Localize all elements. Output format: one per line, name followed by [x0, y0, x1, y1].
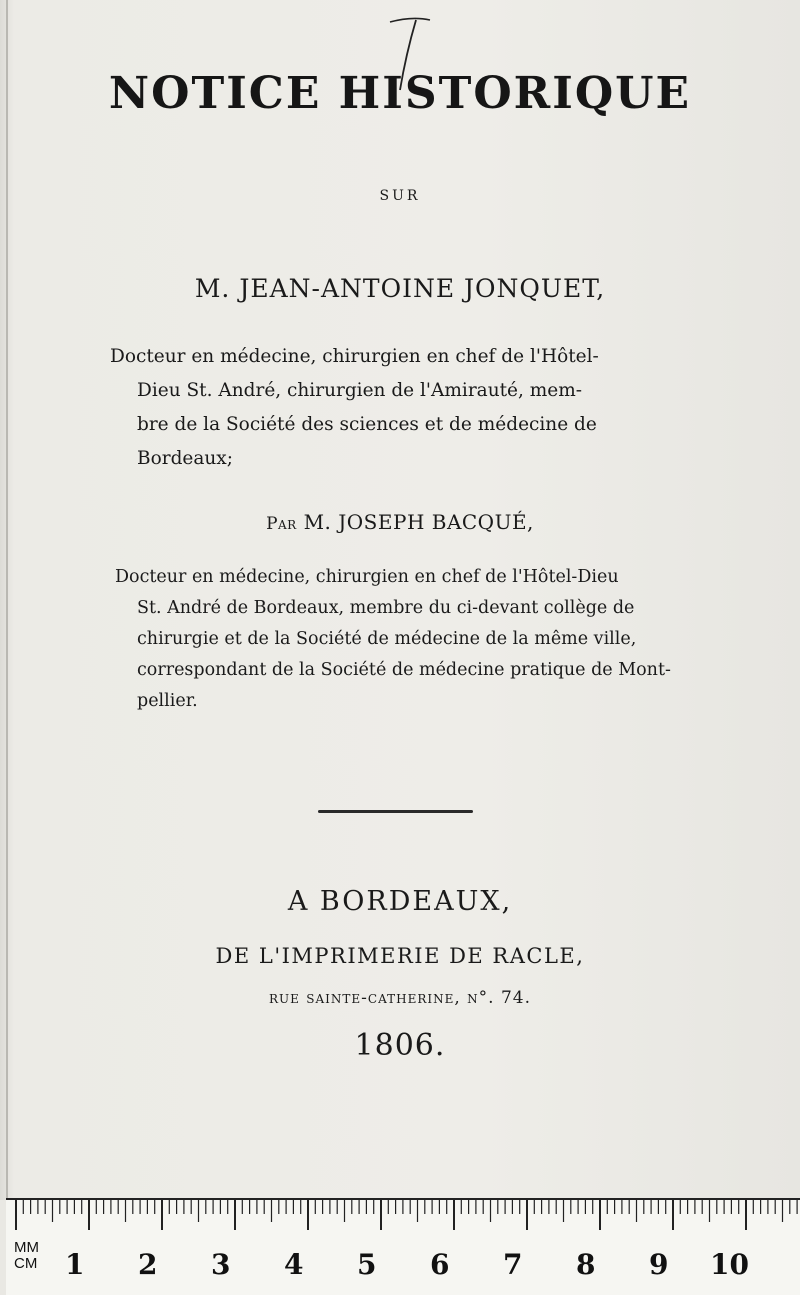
author-desc-line: chirurgie et de la Société de médecine de la même ville, [137, 629, 637, 649]
ruler-number: 4 [284, 1248, 304, 1281]
imprint-printer: DE L'IMPRIMERIE DE RACLE, [215, 944, 585, 968]
subject-description [110, 340, 680, 476]
subject-desc-line: Dieu St. André, chirurgien de l'Amirauté, mem- [137, 380, 583, 401]
subtitle-sur: SUR [379, 188, 421, 204]
author-description [115, 562, 685, 717]
author-name: M. JOSEPH BACQUÉ, [303, 510, 534, 534]
imprint-street: rue sainte-catherine, n°. 74. [268, 988, 532, 1008]
ruler-number: 1 [65, 1248, 85, 1281]
author-desc-line: pellier. [137, 691, 198, 711]
measuring-ruler [6, 1198, 800, 1295]
author-desc-line: correspondant de la Société de médecine pratique de Mont- [137, 660, 671, 680]
ruler-unit-label [14, 1240, 39, 1272]
ruler-number: 9 [649, 1248, 669, 1281]
author-prefix: Par [266, 514, 297, 534]
subject-name: M. JEAN-ANTOINE JONQUET, [194, 274, 606, 303]
author-desc-line: Docteur en médecine, chirurgien en chef de l'Hôtel-Dieu [115, 567, 619, 587]
author-desc-line: St. André de Bordeaux, membre du ci-devant collège de [137, 598, 635, 618]
ruler-unit-cm: CM [14, 1255, 38, 1272]
subject-desc-line: bre de la Société des sciences et de médecine de [137, 414, 597, 435]
ruler-number: 2 [138, 1248, 158, 1281]
author-line [0, 510, 800, 534]
subject-desc-line: Docteur en médecine, chirurgien en chef de l'Hôtel- [110, 346, 599, 367]
page-title: NOTICE HISTORIQUE [108, 68, 692, 119]
ruler-number: 8 [576, 1248, 596, 1281]
ruler-ticks [6, 1200, 800, 1260]
ruler-unit-mm: MM [14, 1239, 39, 1256]
ruler-number: 6 [430, 1248, 450, 1281]
imprint-city: A BORDEAUX, [287, 886, 513, 917]
divider-rule [318, 810, 473, 813]
ruler-number: 3 [211, 1248, 231, 1281]
ruler-number: 10 [710, 1248, 749, 1281]
ruler-number: 7 [503, 1248, 523, 1281]
ruler-number: 5 [357, 1248, 377, 1281]
subject-desc-line: Bordeaux; [137, 448, 233, 469]
imprint-year: 1806. [354, 1028, 446, 1063]
